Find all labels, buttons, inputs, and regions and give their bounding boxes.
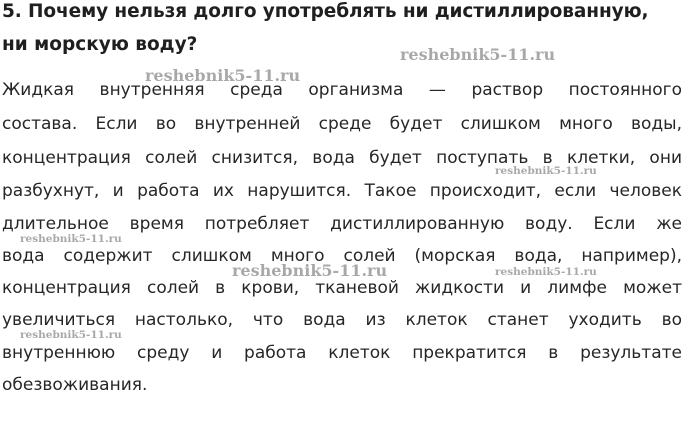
watermark: reshebnik5-11.ru [495, 165, 597, 177]
answer-line-1: Жидкая внутренняя среда организма — раствор постоянного [2, 80, 682, 100]
answer-line-9: внутреннюю среду и работа клеток прекратится в результате [2, 343, 682, 363]
answer-line-10: обезвоживания. [2, 375, 148, 395]
answer-line-5: длительное время потребляет дистиллированную воду. Если же [2, 214, 682, 234]
watermark: reshebnik5-11.ru [20, 329, 122, 341]
watermark: reshebnik5-11.ru [232, 261, 388, 280]
answer-line-6: вода содержит слишком много солей (морская вода, например), [2, 246, 682, 266]
watermark: reshebnik5-11.ru [400, 45, 556, 64]
watermark: reshebnik5-11.ru [495, 266, 597, 278]
answer-line-3: концентрация солей снизится, вода будет поступать в клетки, они [2, 148, 682, 168]
question-title-line-2: ни морскую воду? [2, 34, 198, 55]
answer-line-8: увеличиться настолько, что вода из клеток станет уходить во [2, 310, 682, 330]
answer-line-2: состава. Если во внутренней среде будет слишком много воды, [2, 114, 682, 134]
question-title-line-1: 5. Почему нельзя долго употреблять ни дистиллированную, [2, 1, 649, 22]
watermark: reshebnik5-11.ru [20, 233, 122, 245]
answer-line-7: концентрация солей в крови, тканевой жидкости и лимфе может [2, 278, 682, 298]
answer-line-4: разбухнут, и работа их нарушится. Такое происходит, если человек [2, 181, 682, 201]
watermark: reshebnik5-11.ru [145, 66, 301, 85]
